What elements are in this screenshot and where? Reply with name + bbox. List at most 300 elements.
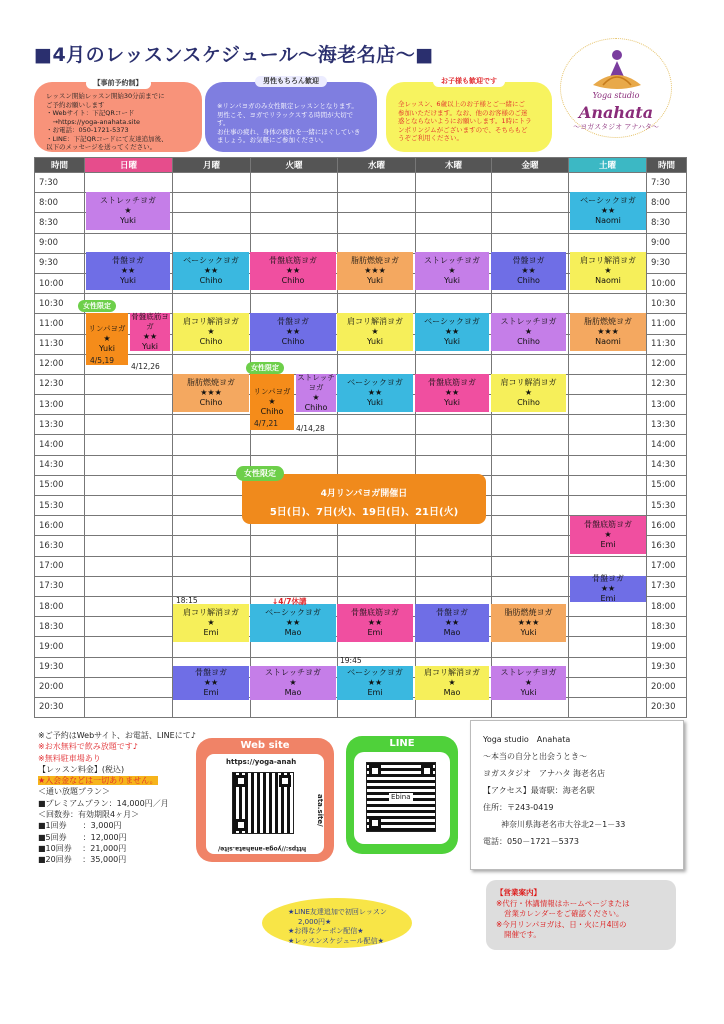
class-stars: ★★	[203, 266, 219, 275]
website-qr-code	[232, 772, 294, 834]
slot-cell	[416, 233, 492, 253]
slot-cell	[416, 294, 492, 314]
time-cell: 8:30	[647, 213, 687, 233]
kids-welcome-heading: お子様も歓迎です	[433, 76, 505, 87]
slot-cell	[569, 294, 647, 314]
slot-cell	[173, 294, 251, 314]
slot-cell	[85, 576, 173, 596]
slot-cell	[338, 354, 416, 374]
website-url-top: https://yoga-anah	[226, 758, 297, 766]
slot-cell	[85, 637, 173, 657]
time-cell: 19:00	[35, 637, 85, 657]
slot-cell	[173, 556, 251, 576]
slot-cell	[85, 516, 173, 536]
class-teacher: Emi	[600, 594, 616, 603]
time-cell: 14:30	[647, 455, 687, 475]
slot-cell	[338, 455, 416, 475]
time-cell: 18:00	[35, 596, 85, 616]
slot-cell	[85, 617, 173, 637]
class-name: ベーシックヨガ	[580, 196, 636, 205]
time-cell: 17:30	[35, 576, 85, 596]
class-block	[415, 374, 489, 412]
time-cell: 10:30	[35, 294, 85, 314]
time-cell: 15:00	[647, 475, 687, 495]
line-qr-label: LINE	[389, 738, 415, 749]
class-name: ストレッチヨガ	[500, 668, 557, 677]
lymph-yoga-banner	[242, 474, 486, 524]
class-teacher: Yuki	[142, 342, 158, 351]
class-block	[173, 604, 249, 642]
slot-cell	[251, 213, 338, 233]
slot-cell	[492, 294, 569, 314]
slot-cell	[173, 415, 251, 435]
header-thursday: 木曜	[416, 158, 492, 173]
slot-cell	[416, 173, 492, 193]
class-teacher: Chiho	[199, 398, 223, 407]
website-qr-label: Web site	[240, 740, 290, 751]
class-name: リンパヨガ	[253, 387, 291, 396]
slot-cell	[569, 415, 647, 435]
slot-cell	[173, 173, 251, 193]
time-cell: 8:30	[35, 213, 85, 233]
class-name: 骨盤ヨガ	[277, 317, 309, 326]
class-block	[491, 374, 566, 412]
monday-start-time: 18:15	[176, 596, 198, 605]
time-cell: 17:00	[647, 556, 687, 576]
website-url-bottom: https://yoga-anahata.site/	[218, 845, 307, 852]
logo-top-text: Yoga studio	[592, 91, 640, 100]
slot-cell	[251, 435, 338, 455]
class-stars: ★★	[142, 332, 158, 341]
slot-cell	[492, 233, 569, 253]
class-block	[415, 313, 489, 351]
slot-cell	[492, 556, 569, 576]
time-cell: 19:00	[647, 637, 687, 657]
slot-cell	[85, 536, 173, 556]
time-cell: 17:30	[647, 576, 687, 596]
class-name: 骨盤ヨガ	[436, 608, 468, 617]
slot-cell	[492, 213, 569, 233]
time-cell: 20:00	[647, 677, 687, 697]
slot-cell	[85, 677, 173, 697]
time-row	[35, 556, 687, 576]
slot-cell	[251, 576, 338, 596]
time-cell: 16:00	[35, 516, 85, 536]
website-qr-frame	[206, 754, 324, 854]
time-row	[35, 435, 687, 455]
time-cell: 12:30	[35, 374, 85, 394]
class-teacher: Yuki	[120, 216, 136, 225]
class-teacher: Mao	[284, 628, 302, 637]
time-cell: 16:30	[35, 536, 85, 556]
kids-welcome-bubble	[386, 77, 552, 152]
class-teacher: Naomi	[595, 216, 621, 225]
class-teacher: Naomi	[595, 276, 621, 285]
class-name: 骨盤底筋ヨガ	[428, 378, 476, 387]
class-teacher: Mao	[284, 688, 302, 697]
header-row	[35, 158, 687, 173]
slot-cell	[416, 213, 492, 233]
time-cell: 9:00	[35, 233, 85, 253]
slot-cell	[569, 455, 647, 475]
time-cell: 14:30	[35, 455, 85, 475]
slot-cell	[251, 556, 338, 576]
time-cell: 13:30	[35, 415, 85, 435]
slot-cell	[251, 536, 338, 556]
class-block	[130, 313, 170, 351]
slot-cell	[251, 193, 338, 213]
slot-cell	[338, 576, 416, 596]
slot-cell	[173, 576, 251, 596]
reservation-text: レッスン開始レッスン開始30分前までに ご予約お願いします ・Webサイト：下記QRコード →https://yoga-anahata.site ・お電話：050-1721-5373 ・LINE：下記QRコードにて友達追加後、 以下のメッセージを送ってください。	[46, 92, 168, 151]
time-cell: 16:30	[647, 536, 687, 556]
line-qr-code-text: Ebina	[391, 793, 411, 801]
class-stars: ★★★	[517, 618, 540, 627]
class-teacher: Chiho	[304, 403, 328, 412]
logo-subtitle: ～ヨガスタジオ アナハタ～	[573, 123, 659, 131]
class-name: ストレッチヨガ	[265, 668, 321, 677]
class-teacher: Yuki	[120, 276, 136, 285]
slot-cell	[416, 193, 492, 213]
slot-cell	[85, 455, 173, 475]
class-stars: ★	[268, 397, 276, 406]
studio-info-card: Yoga studio Anahata ～本当の自分と出会うとき～ ヨガスタジオ アナハタ 海老名店 【アクセス】最寄駅：海老名駅 住所：〒243-0419 神奈川県海老名市大谷北2－1－33 電話：050－1721－5373	[470, 720, 684, 870]
class-stars: ★★	[285, 266, 301, 275]
slot-cell	[416, 455, 492, 475]
time-cell: 12:30	[647, 374, 687, 394]
slot-cell	[492, 697, 569, 717]
class-block	[491, 604, 566, 642]
class-name: リンパヨガ	[88, 324, 126, 333]
class-name: 肩コリ解消ヨガ	[347, 317, 403, 326]
class-stars: ★	[207, 618, 215, 627]
class-name: ベーシックヨガ	[183, 256, 239, 265]
slot-cell	[251, 233, 338, 253]
time-cell: 9:30	[35, 253, 85, 273]
slot-cell	[173, 233, 251, 253]
time-cell: 15:30	[35, 496, 85, 516]
class-block	[173, 252, 249, 290]
time-row	[35, 415, 687, 435]
class-teacher: Yuki	[520, 628, 537, 637]
time-cell: 11:30	[35, 334, 85, 354]
slot-cell	[569, 657, 647, 677]
class-name: ベーシックヨガ	[347, 668, 403, 677]
business-info-box: 【営業案内】 ※代行・休講情報はホームページまたは 営業カレンダーをご確認ください。 ※今月リンパヨガは、日・火に月4回の 開催です。	[486, 880, 676, 950]
slot-cell	[416, 415, 492, 435]
time-cell: 13:00	[35, 395, 85, 415]
slot-cell	[492, 576, 569, 596]
class-block	[415, 252, 489, 290]
class-block	[337, 374, 413, 412]
time-cell: 10:30	[647, 294, 687, 314]
class-block	[570, 192, 646, 230]
slot-cell	[569, 475, 647, 495]
class-block	[570, 313, 646, 351]
slot-cell	[85, 475, 173, 495]
slot-cell	[569, 354, 647, 374]
time-cell: 20:00	[35, 677, 85, 697]
class-teacher: Chiho	[281, 276, 305, 285]
women-only-badge-sunday: 女性限定	[78, 300, 116, 312]
class-name: ストレッチヨガ	[297, 373, 335, 392]
slot-cell	[338, 556, 416, 576]
slot-cell	[85, 496, 173, 516]
slot-cell	[492, 536, 569, 556]
class-teacher: Yuki	[367, 337, 383, 346]
class-block	[86, 252, 170, 290]
time-row	[35, 697, 687, 717]
studio-logo	[560, 38, 672, 138]
time-cell: 18:30	[647, 617, 687, 637]
slot-cell	[416, 435, 492, 455]
class-block	[250, 666, 336, 700]
slot-cell	[85, 556, 173, 576]
class-name: 骨盤底筋ヨガ	[131, 312, 169, 331]
slot-cell	[492, 435, 569, 455]
slot-cell	[492, 193, 569, 213]
time-cell: 8:00	[647, 193, 687, 213]
time-cell: 8:00	[35, 193, 85, 213]
class-stars: ★★	[285, 327, 301, 336]
slot-cell	[251, 697, 338, 717]
time-cell: 20:30	[647, 697, 687, 717]
slot-cell	[338, 536, 416, 556]
header-tuesday: 火曜	[251, 158, 338, 173]
slot-cell	[569, 435, 647, 455]
class-name: 脂肪燃焼ヨガ	[187, 378, 235, 387]
class-stars: ★★	[367, 618, 383, 627]
time-cell: 17:00	[35, 556, 85, 576]
slot-cell	[416, 354, 492, 374]
slot-cell	[569, 697, 647, 717]
slot-cell	[173, 516, 251, 536]
slot-cell	[338, 415, 416, 435]
class-block	[570, 576, 646, 602]
class-block	[250, 252, 336, 290]
slot-cell	[173, 213, 251, 233]
sunday-date-note-1: 4/5,19	[90, 356, 114, 365]
class-stars: ★★	[444, 327, 460, 336]
slot-cell	[492, 415, 569, 435]
slot-cell	[173, 193, 251, 213]
slot-cell	[492, 496, 569, 516]
time-cell: 18:30	[35, 617, 85, 637]
class-stars: ★★	[285, 618, 301, 627]
class-name: 骨盤ヨガ	[112, 256, 144, 265]
class-stars: ★	[289, 678, 297, 687]
class-block	[570, 516, 646, 554]
time-cell: 19:30	[35, 657, 85, 677]
time-cell: 11:00	[647, 314, 687, 334]
time-cell: 20:30	[35, 697, 85, 717]
website-qr-card[interactable]	[196, 738, 334, 862]
slot-cell	[492, 173, 569, 193]
kids-welcome-text: 全レッスン、6歳以上のお子様とご一緒にご 参加いただけます。なお、他のお客様のご迷 惑とならないようにお願いします。1時にトラ ンポリンジムがございますので、そちらもど うぞご利用ください。	[398, 100, 532, 142]
class-stars: ★	[604, 266, 612, 275]
time-cell: 9:30	[647, 253, 687, 273]
time-row	[35, 455, 687, 475]
class-block	[337, 666, 413, 700]
men-welcome-text: ※リンパヨガのみ女性限定レッスンとなります。 男性こそ、ヨガでリラックスする時間が大切です。 お仕事の疲れ、身体の疲れを一緒にほぐしていき ましょう。お気軽にご参加ください。	[217, 102, 361, 144]
class-stars: ★	[524, 327, 533, 336]
class-name: 骨盤ヨガ	[195, 668, 227, 677]
class-stars: ★★	[203, 678, 219, 687]
time-cell: 7:30	[647, 173, 687, 193]
women-only-badge-tuesday: 女性限定	[246, 362, 284, 374]
class-block	[570, 252, 646, 290]
class-name: ストレッチヨガ	[100, 196, 156, 205]
class-stars: ★★	[367, 678, 383, 687]
time-cell: 7:30	[35, 173, 85, 193]
class-teacher: Yuki	[444, 276, 460, 285]
class-stars: ★★	[600, 584, 616, 593]
slot-cell	[569, 496, 647, 516]
time-cell: 11:00	[35, 314, 85, 334]
class-stars: ★	[207, 327, 215, 336]
class-name: 骨盤底筋ヨガ	[351, 608, 399, 617]
class-block	[337, 604, 413, 642]
slot-cell	[416, 556, 492, 576]
class-stars: ★★★	[200, 388, 222, 397]
class-teacher: Emi	[367, 688, 383, 697]
slot-cell	[338, 213, 416, 233]
class-stars: ★★★	[597, 327, 619, 336]
class-teacher: Emi	[367, 628, 383, 637]
class-block	[173, 666, 249, 700]
slot-cell	[85, 374, 173, 394]
logo-brand: Anahata	[578, 103, 654, 122]
slot-cell	[569, 637, 647, 657]
tuesday-date-note-1: 4/7,21	[254, 419, 278, 428]
class-block	[415, 666, 489, 700]
time-row	[35, 294, 687, 314]
slot-cell	[338, 435, 416, 455]
class-teacher: Emi	[600, 540, 616, 549]
time-cell: 11:30	[647, 334, 687, 354]
slot-cell	[173, 697, 251, 717]
time-cell: 15:30	[647, 496, 687, 516]
time-cell: 10:00	[35, 273, 85, 293]
time-row	[35, 233, 687, 253]
wednesday-start-time: 19:45	[340, 656, 362, 665]
class-stars: ★★	[521, 266, 536, 275]
class-name: 脂肪燃焼ヨガ	[504, 608, 553, 617]
class-stars: ★	[604, 530, 612, 539]
website-url-right: ata.site/	[316, 794, 324, 827]
pricing-info: ※ご予約はWebサイト、お電話、LINEにて♪ ※お水無料で飲み放題です♪ ※無料駐車場あり 【レッスン料金】(税込) ★入会金などは一切ありません。 ＜通い放題プラン＞ ■プレミアムプラン：14,000円／月 ＜回数券：有効期限4ヶ月＞ ■1回券 ：3,000円 ■5回券 ：12,000円 ■10回券 ：21,000円 ■20回券 ：35,000円	[38, 731, 196, 865]
slot-cell	[492, 455, 569, 475]
banner-title: 4月リンパヨガ開催日	[320, 489, 408, 499]
class-stars: ★	[448, 266, 456, 275]
class-stars: ★★	[444, 618, 460, 627]
slot-cell	[492, 354, 569, 374]
class-name: ストレッチヨガ	[500, 317, 557, 326]
header-saturday: 土曜	[569, 158, 647, 173]
class-teacher: Naomi	[595, 337, 621, 346]
class-block	[250, 313, 336, 351]
lotus-icon	[587, 45, 647, 93]
class-teacher: Chiho	[517, 276, 540, 285]
class-stars: ★★	[120, 266, 136, 275]
class-name: 肩コリ解消ヨガ	[183, 317, 239, 326]
class-stars: ★	[312, 393, 320, 402]
tuesday-cancel-note: ↓4/7休講	[272, 597, 307, 606]
men-welcome-bubble	[205, 77, 377, 152]
slot-cell	[338, 294, 416, 314]
slot-cell	[173, 354, 251, 374]
class-block	[415, 604, 489, 642]
women-only-badge-banner: 女性限定	[236, 466, 284, 481]
class-teacher: Mao	[443, 628, 461, 637]
reservation-heading: 【事前予約制】	[86, 78, 151, 89]
tuesday-date-note-2: 4/14,28	[296, 424, 325, 433]
page-title: ■4月のレッスンスケジュール～海老名店～■	[34, 44, 434, 66]
class-block	[491, 252, 566, 290]
class-stars: ★★	[444, 388, 460, 397]
class-teacher: Emi	[203, 628, 219, 637]
time-cell: 14:00	[35, 435, 85, 455]
slot-cell	[85, 395, 173, 415]
header-friday: 金曜	[492, 158, 569, 173]
class-name: 骨盤ヨガ	[512, 256, 545, 265]
class-name: ベーシックヨガ	[265, 608, 321, 617]
class-teacher: Yuki	[444, 337, 460, 346]
header-time-left: 時間	[35, 158, 85, 173]
header-monday: 月曜	[173, 158, 251, 173]
class-teacher: Yuki	[367, 398, 383, 407]
time-cell: 12:00	[35, 354, 85, 374]
class-block	[86, 192, 170, 230]
class-name: 肩コリ解消ヨガ	[183, 608, 239, 617]
class-stars: ★	[103, 334, 111, 343]
class-teacher: Yuki	[520, 688, 537, 697]
slot-cell	[569, 617, 647, 637]
class-name: 肩コリ解消ヨガ	[424, 668, 480, 677]
reservation-bubble	[34, 79, 202, 152]
class-stars: ★★	[367, 388, 383, 397]
class-name: 骨盤底筋ヨガ	[584, 520, 632, 529]
class-name: ストレッチヨガ	[424, 256, 480, 265]
class-stars: ★	[371, 327, 379, 336]
sunday-date-note-2: 4/12,26	[131, 362, 160, 371]
banner-dates: 5日(日)、7日(火)、19日(日)、21日(火)	[269, 507, 459, 518]
line-qr-card[interactable]	[346, 736, 458, 854]
line-qr-code	[366, 762, 436, 832]
time-cell: 15:00	[35, 475, 85, 495]
class-block	[491, 313, 566, 351]
header-time-right: 時間	[647, 158, 687, 173]
class-name: 脂肪燃焼ヨガ	[584, 317, 632, 326]
slot-cell	[338, 173, 416, 193]
time-cell: 9:00	[647, 233, 687, 253]
slot-cell	[85, 596, 173, 616]
class-stars: ★	[524, 678, 533, 687]
slot-cell	[569, 374, 647, 394]
class-stars: ★	[124, 206, 132, 215]
time-cell: 10:00	[647, 273, 687, 293]
header-sunday: 日曜	[85, 158, 173, 173]
slot-cell	[492, 475, 569, 495]
class-name: 骨盤ヨガ	[592, 574, 624, 583]
slot-cell	[85, 435, 173, 455]
slot-cell	[338, 193, 416, 213]
slot-cell	[569, 233, 647, 253]
men-welcome-heading: 男性もちろん歓迎	[255, 76, 327, 87]
line-qr-frame	[354, 752, 450, 844]
class-name: ベーシックヨガ	[347, 378, 403, 387]
class-teacher: Chiho	[281, 337, 305, 346]
